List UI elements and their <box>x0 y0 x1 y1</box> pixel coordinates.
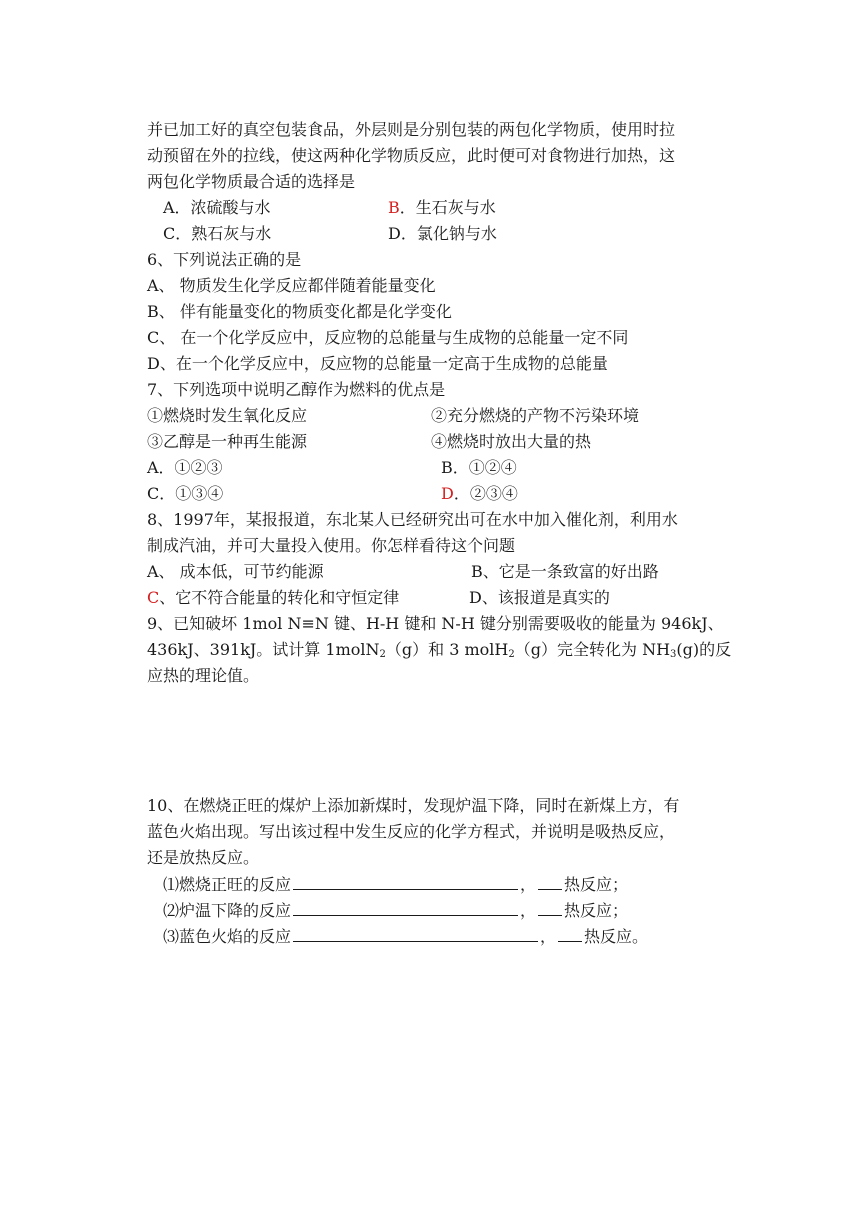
q10-sub1-equation-blank[interactable] <box>293 874 518 890</box>
q6-option-d: D、在一个化学反应中，反应物的总能量一定高于生成物的总能量 <box>147 354 608 373</box>
q6-stem: 6、下列说法正确的是 <box>147 250 302 269</box>
q10-sub1-label: ⑴燃烧正旺的反应 <box>163 875 292 894</box>
q9-line2-part-b: （g）和 3 molH <box>385 640 509 659</box>
q6-option-c: C、 在一个化学反应中，反应物的总能量与生成物的总能量一定不同 <box>147 328 629 347</box>
q10-sub1-comma: ， <box>520 875 537 894</box>
q5-text-line-2: 动预留在外的拉线，使这两种化学物质反应，此时便可对食物进行加热，这 <box>147 146 676 165</box>
q5-text-line-1: 并已加工好的真空包装食品，外层则是分别包装的两包化学物质，使用时拉 <box>147 120 676 139</box>
q8-answer-letter-c: C <box>147 588 160 607</box>
q8-option-c <box>147 588 399 608</box>
q8-text-line-1: 8、1997年，某报报道，东北某人已经研究出可在水中加入催化剂，利用水 <box>147 510 678 529</box>
q9-text-line-2 <box>147 640 731 660</box>
q10-sub2-label: ⑵炉温下降的反应 <box>163 901 292 920</box>
q7-item-3: ③乙醇是一种再生能源 <box>147 432 308 451</box>
q7-stem: 7、下列选项中说明乙醇作为燃料的优点是 <box>147 380 446 399</box>
q5-answer-letter-b: B <box>388 198 400 217</box>
q7-option-d <box>441 484 518 504</box>
q10-sub-question-1 <box>163 874 628 894</box>
q7-item-2: ②充分燃烧的产物不污染环境 <box>431 406 640 425</box>
q10-sub2-heat-blank[interactable] <box>538 900 562 916</box>
q6-option-b: B、 伴有能量变化的物质变化都是化学变化 <box>147 302 452 321</box>
q5-option-c: C．熟石灰与水 <box>163 224 272 243</box>
q10-sub2-equation-blank[interactable] <box>293 900 518 916</box>
q10-sub3-tail: 热反应。 <box>584 927 649 946</box>
q10-sub1-heat-blank[interactable] <box>538 874 562 890</box>
q9-text-line-3: 应热的理论值。 <box>147 666 260 685</box>
q9-line2-part-d: (g)的反 <box>676 640 732 659</box>
q9-subscript-nh3: 3 <box>670 649 677 660</box>
q10-text-line-1: 10、在燃烧正旺的煤炉上添加新煤时，发现炉温下降，同时在新煤上方，有 <box>147 796 680 815</box>
q10-sub-question-2 <box>163 900 628 920</box>
q10-text-line-2: 蓝色火焰出现。写出该过程中发生反应的化学方程式，并说明是吸热反应， <box>147 822 676 841</box>
q5-option-b-text: ．生石灰与水 <box>399 198 496 217</box>
q9-line2-part-a: 436kJ、391kJ。试计算 1molN <box>147 640 380 659</box>
q9-line2-part-c: （g）完全转化为 NH <box>514 640 671 659</box>
q5-text-line-3: 两包化学物质最合适的选择是 <box>147 172 356 191</box>
q8-option-a: A、 成本低，可节约能源 <box>147 562 324 581</box>
q7-option-b: B．①②④ <box>441 458 517 477</box>
q10-sub2-comma: ， <box>520 901 537 920</box>
q10-sub2-tail: 热反应； <box>564 901 629 920</box>
q10-sub3-heat-blank[interactable] <box>558 926 582 942</box>
q7-option-c: C．①③④ <box>147 484 224 503</box>
q5-option-a: A．浓硫酸与水 <box>163 198 271 217</box>
q5-option-d: D．氯化钠与水 <box>388 224 497 243</box>
q9-text-line-1: 9、已知破坏 1mol N≡N 键、H-H 键和 N-H 键分别需要吸收的能量为 946kJ、 <box>147 614 724 633</box>
q8-option-c-text: 、它不符合能量的转化和守恒定律 <box>159 588 400 607</box>
q10-sub3-equation-blank[interactable] <box>293 926 538 942</box>
q7-answer-letter-d: D <box>441 484 454 503</box>
q8-text-line-2: 制成汽油，并可大量投入使用。你怎样看待这个问题 <box>147 536 516 555</box>
q7-option-a: A．①②③ <box>147 458 223 477</box>
q10-text-line-3: 还是放热反应。 <box>147 848 260 867</box>
q8-option-d: D、该报道是真实的 <box>469 588 610 607</box>
q10-sub3-comma: ， <box>540 927 557 946</box>
q9-subscript-n2: 2 <box>379 649 386 660</box>
q6-option-a: A、 物质发生化学反应都伴随着能量变化 <box>147 276 436 295</box>
q10-sub1-tail: 热反应； <box>564 875 629 894</box>
q7-item-4: ④燃烧时放出大量的热 <box>431 432 592 451</box>
q10-sub3-label: ⑶蓝色火焰的反应 <box>163 927 292 946</box>
q9-subscript-h2: 2 <box>508 649 515 660</box>
q7-item-1: ①燃烧时发生氧化反应 <box>147 406 308 425</box>
q8-option-b: B、它是一条致富的好出路 <box>471 562 659 581</box>
q10-sub-question-3 <box>163 926 648 946</box>
q5-option-b <box>388 198 496 218</box>
q7-option-d-text: ．②③④ <box>453 484 518 503</box>
